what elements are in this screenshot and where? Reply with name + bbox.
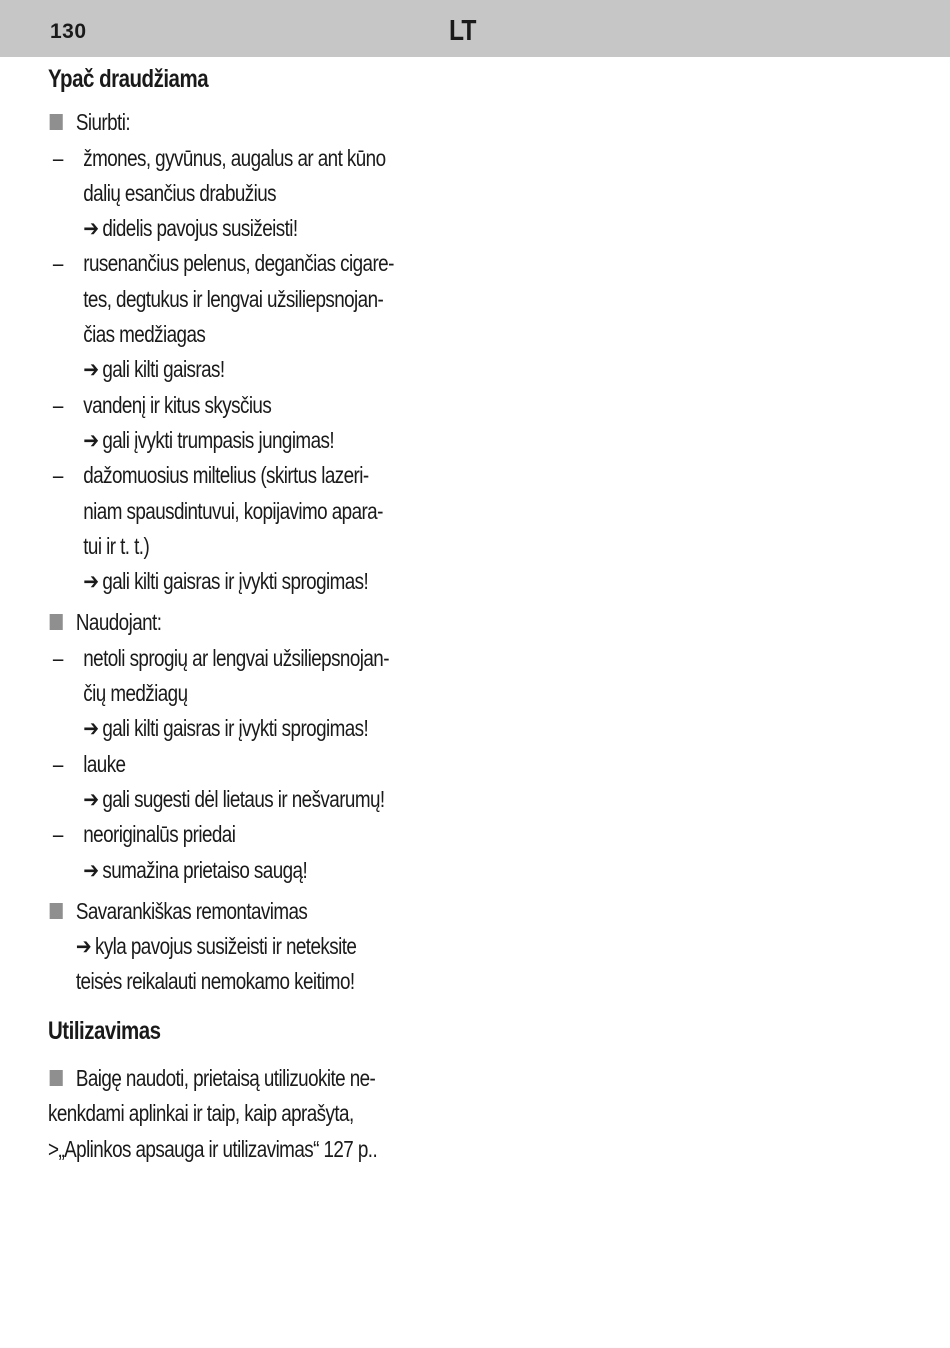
dash-icon: – [52, 821, 63, 848]
list-item: – lauke [48, 747, 474, 782]
arrow-icon: ➔ [75, 933, 92, 960]
bullet-label: Naudojant: [75, 609, 162, 636]
consequence: ➔ gali kilti gaisras ir įvykti sprogimas! [83, 715, 369, 742]
dash-icon: – [52, 750, 63, 777]
dash-icon: – [52, 391, 63, 418]
list-item: – netoli sprogių ar lengvai užsiliepsnojan- [48, 641, 474, 676]
arrow-icon: ➔ [83, 356, 100, 383]
list-item-continuation: dalių esančius drabužius [83, 179, 277, 206]
language-code: LT [449, 15, 476, 47]
page-content [48, 62, 468, 1167]
consequence: ➔ gali kilti gaisras! [83, 356, 225, 383]
list-item: – dažomuosius miltelius (skirtus lazeri- [48, 458, 474, 493]
square-bullet-icon [50, 903, 63, 919]
consequence: ➔ gali sugesti dėl lietaus ir nešvarumų! [83, 785, 385, 812]
bullet-using [48, 605, 474, 640]
arrow-icon: ➔ [83, 856, 100, 883]
dash-icon: – [52, 144, 63, 171]
disposal-paragraph-line: >„Aplinkos apsauga ir utilizavimas“ 127 p.. [48, 1135, 378, 1162]
consequence: ➔ gali kilti gaisras ir įvykti sprogimas! [83, 568, 369, 595]
consequence: ➔ kyla pavojus susižeisti ir neteksite [75, 933, 357, 960]
arrow-icon: ➔ [83, 568, 100, 595]
dash-icon: – [52, 250, 63, 277]
square-bullet-icon [50, 114, 63, 130]
list-item: – rusenančius pelenus, degančias cigare- [48, 246, 474, 281]
consequence: ➔ didelis pavojus susižeisti! [83, 215, 298, 242]
consequence: ➔ gali įvykti trumpasis jungimas! [83, 426, 335, 453]
square-bullet-icon [50, 614, 63, 630]
disposal-paragraph-line: kenkdami aplinkai ir taip, kaip aprašyta, [48, 1100, 354, 1127]
section-title-prohibited: Ypač draudžiama [48, 65, 209, 93]
list-item: – vandenį ir kitus skysčius [48, 388, 474, 423]
arrow-icon: ➔ [83, 426, 100, 453]
section-title-disposal: Utilizavimas [48, 1016, 161, 1045]
disposal-paragraph-line: Baigę naudoti, prietaisą utilizuokite ne- [48, 1061, 474, 1096]
page-number: 130 [50, 20, 87, 43]
consequence: ➔ sumažina prietaiso saugą! [83, 856, 308, 883]
list-item-continuation: niam spausdintuvui, kopijavimo apara- [83, 497, 383, 524]
list-item: – žmones, gyvūnus, augalus ar ant kūno [48, 141, 474, 176]
square-bullet-icon [50, 1070, 63, 1086]
bullet-label: Savarankiškas remontavimas [75, 897, 308, 924]
bullet-vacuuming [48, 105, 474, 140]
page-header [0, 0, 950, 57]
list-item-continuation: tes, degtukus ir lengvai užsiliepsnojan- [83, 285, 384, 312]
dash-icon: – [52, 462, 63, 489]
list-item-continuation: čių medžiagų [83, 680, 188, 707]
dash-icon: – [52, 644, 63, 671]
list-item-continuation: tui ir t. t.) [83, 532, 150, 559]
arrow-icon: ➔ [83, 215, 100, 242]
consequence-continuation: teisės reikalauti nemokamo keitimo! [75, 968, 355, 995]
arrow-icon: ➔ [83, 715, 100, 742]
list-item-continuation: čias medžiagas [83, 321, 206, 348]
arrow-icon: ➔ [83, 785, 100, 812]
bullet-label: Siurbti: [75, 109, 130, 136]
list-item: – neoriginalūs priedai [48, 817, 474, 852]
bullet-self-repair [48, 894, 474, 929]
